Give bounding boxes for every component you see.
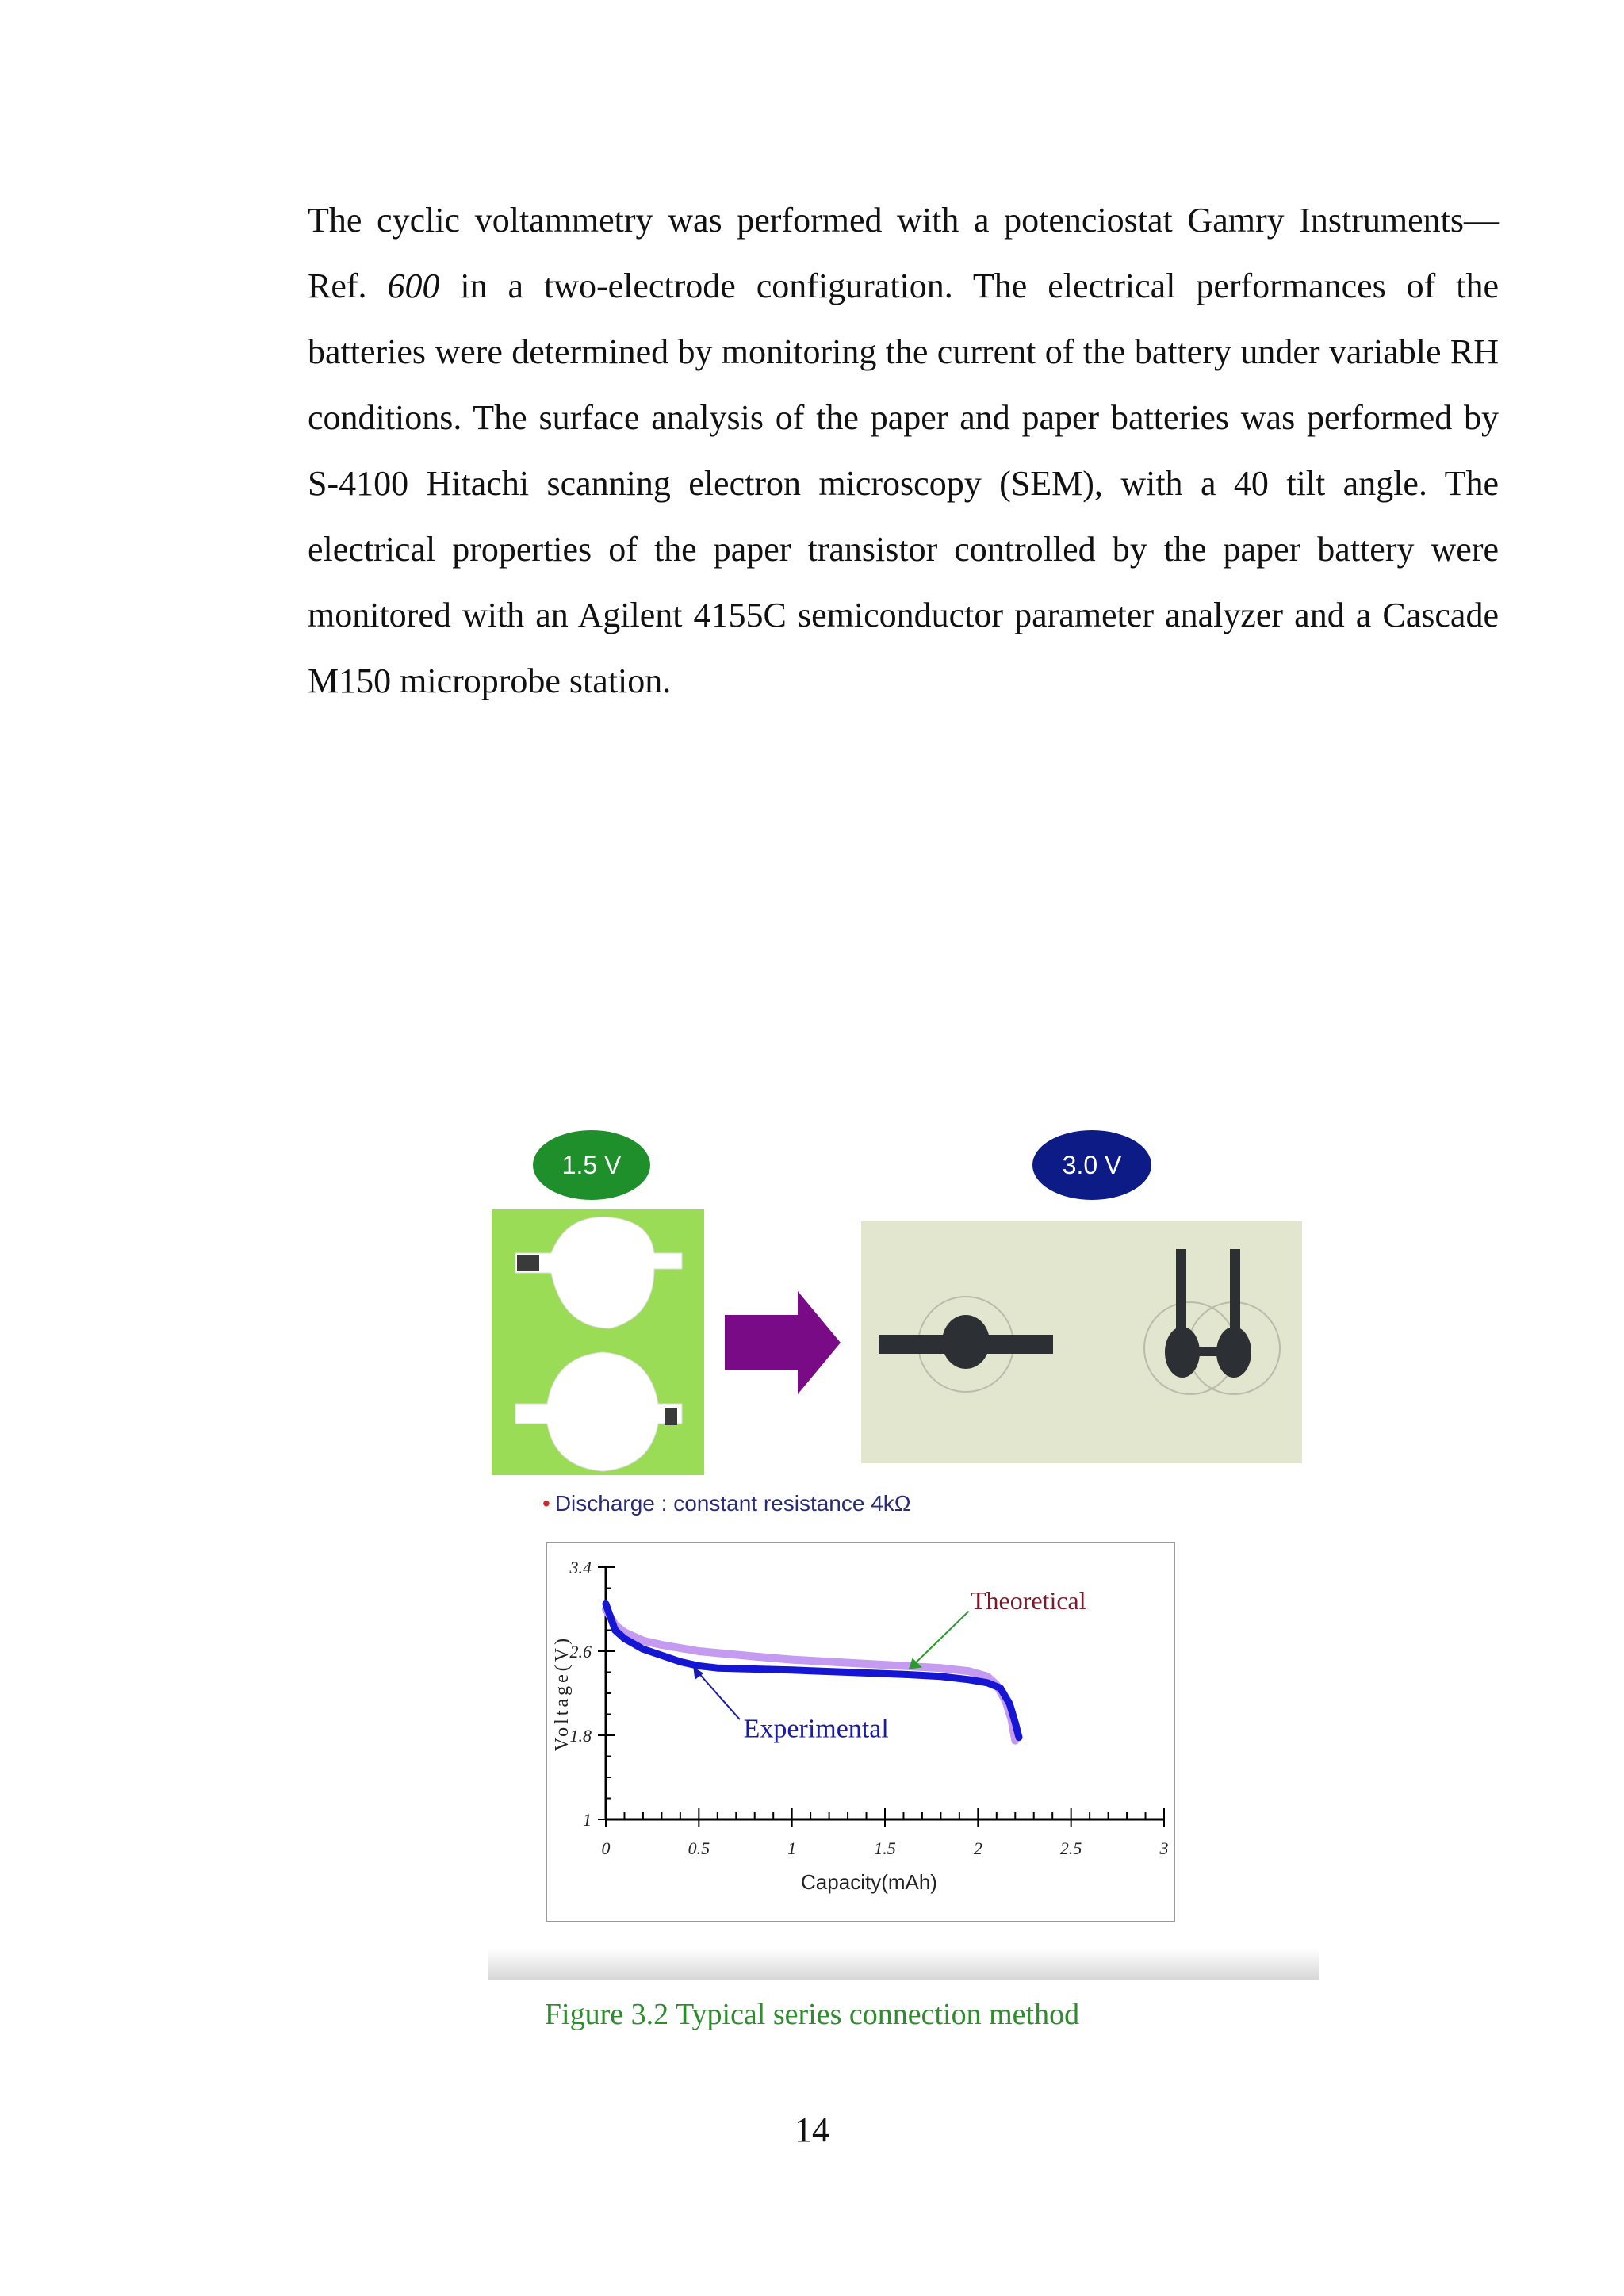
theoretical-annotation-arrow <box>910 1612 969 1669</box>
badge-1-5v: 1.5 V <box>533 1130 650 1200</box>
series-battery-illustration <box>861 1221 1302 1463</box>
discharge-chart-svg <box>547 1543 1174 1921</box>
single-battery-photo <box>492 1209 704 1475</box>
body-paragraph <box>308 187 1499 714</box>
x-tick-label: 3 <box>1159 1838 1169 1858</box>
x-tick-label: 2.5 <box>1059 1838 1082 1858</box>
y-tick-label: 1 <box>583 1810 592 1830</box>
y-tick-label: 3.4 <box>569 1558 592 1577</box>
figure-bottom-shading <box>488 1948 1320 1980</box>
single-battery-illustration <box>492 1209 704 1475</box>
discharge-condition-label <box>542 1491 911 1516</box>
experimental-annotation-label: Experimental <box>743 1714 889 1744</box>
discharge-chart <box>546 1542 1175 1922</box>
x-tick-label: 0.5 <box>688 1838 710 1858</box>
discharge-condition-text: Discharge : constant resistance 4kΩ <box>554 1491 911 1516</box>
body-text-end: in a two-electrode configuration. The electrical performances of the batteries were determined by monitoring the current of the battery under variable RH conditions. The surface analysis of the paper and paper batteries was performed by S-4100 Hitachi scanning electron microscopy (SEM), with a 40 tilt angle. The electrical properties of the paper transistor controlled by the paper battery were monitored with an Agilent 4155C semiconductor parameter analyzer and a Cascade M150 microprobe station. <box>308 266 1499 700</box>
badge-3-0v: 3.0 V <box>1032 1130 1151 1200</box>
x-tick-label: 0 <box>601 1838 611 1858</box>
body-text-start: The cyclic voltammetry was performed with a potenciostat Gamry Instruments—Ref. <box>308 201 1499 305</box>
x-axis-label: Capacity(mAh) <box>801 1870 937 1894</box>
arrow-right-icon <box>725 1291 841 1394</box>
y-tick-label: 2.6 <box>569 1642 592 1662</box>
x-tick-label: 2 <box>973 1838 982 1858</box>
y-axis-label: Voltage(V) <box>552 1635 573 1752</box>
x-tick-label: 1.5 <box>874 1838 896 1858</box>
body-text-italic-ref: 600 <box>387 266 440 305</box>
x-tick-label: 1 <box>787 1838 797 1858</box>
series-battery-photo <box>861 1221 1302 1463</box>
theoretical-annotation-label: Theoretical <box>970 1586 1086 1615</box>
bullet-icon: • <box>542 1491 550 1516</box>
figure-caption: Figure 3.2 Typical series connection method <box>544 1998 1080 2031</box>
figure-3-2 <box>485 1110 1323 1983</box>
page-number: 14 <box>795 2110 829 2149</box>
y-tick-label: 1.8 <box>569 1726 592 1746</box>
